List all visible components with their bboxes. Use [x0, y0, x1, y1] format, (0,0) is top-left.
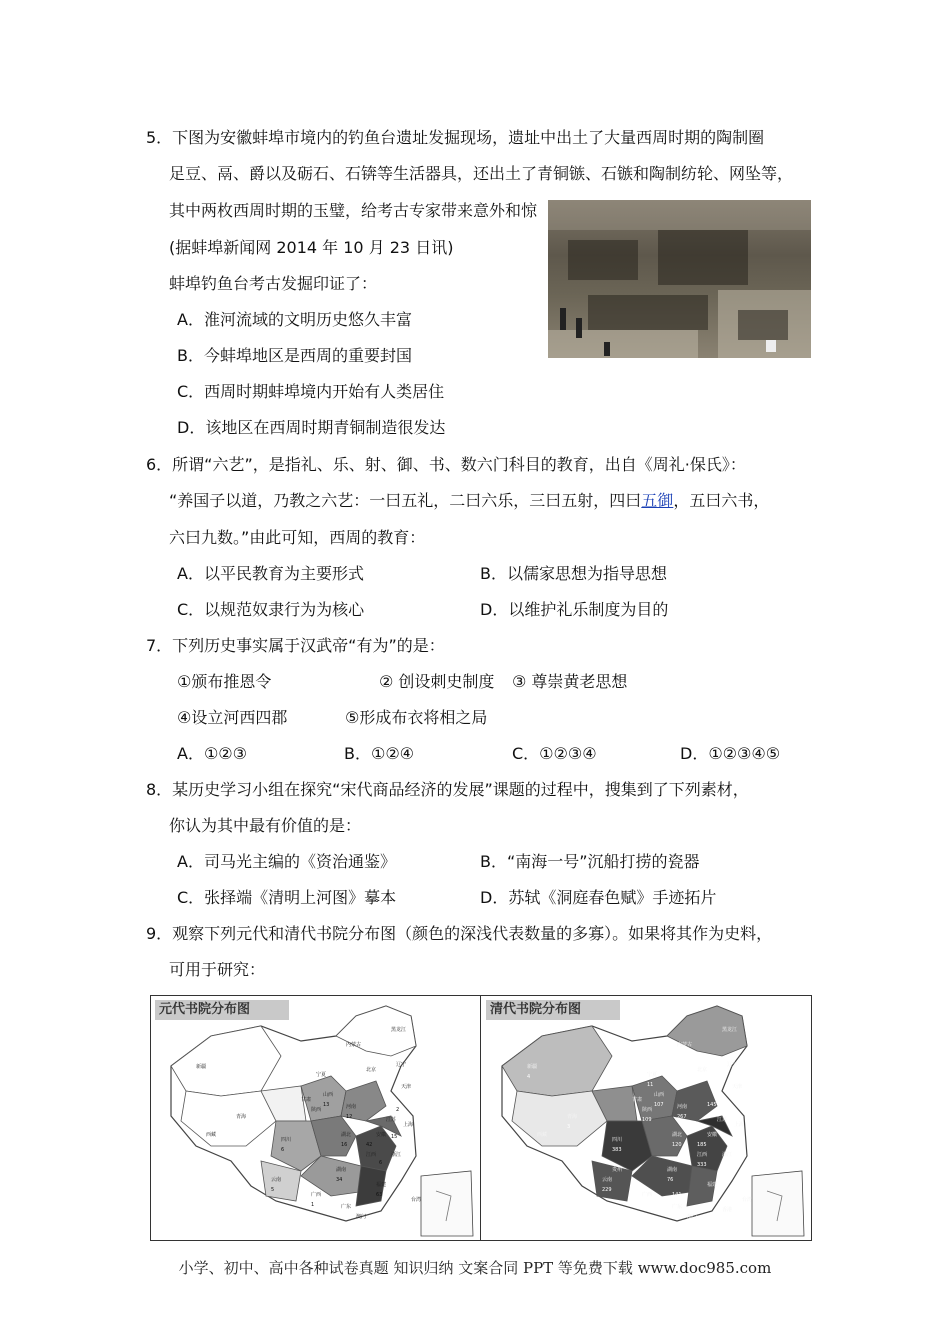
q6-stem-line2 — [169, 490, 769, 512]
map-label: 76 — [667, 1177, 674, 1183]
q5-option-d: D．该地区在西周时期青铜制造很发达 — [177, 418, 446, 437]
map-label: 广西 — [642, 1192, 653, 1198]
map-label: 383 — [612, 1147, 622, 1153]
map-label: 6 — [281, 1147, 285, 1153]
map-label: 江苏 — [717, 1117, 728, 1123]
q6-stem-line3: 六曰九数。”由此可知，西周的教育： — [169, 528, 426, 547]
map-label: 湖北 — [341, 1132, 352, 1138]
map-label: 河南 — [346, 1104, 357, 1110]
map-label: 新疆 — [196, 1064, 207, 1070]
q7-option-d: D．①②③④⑤ — [680, 744, 781, 763]
map-label: 浙江 — [391, 1152, 402, 1158]
map-label: 115 — [732, 1094, 742, 1100]
map-label: 辽宁 — [396, 1062, 407, 1068]
map-label: 湖南 — [336, 1167, 347, 1173]
map-label: 甘肃 — [632, 1097, 643, 1103]
map-label: 贵州 — [612, 1167, 623, 1173]
map-label: 267 — [677, 1114, 687, 1120]
map-label: 台湾 — [411, 1197, 422, 1203]
map-label: 山西 — [323, 1092, 334, 1098]
map-label: 上海 — [734, 1122, 745, 1128]
map-label: 4 — [527, 1074, 531, 1080]
map-label: 湖南 — [667, 1167, 678, 1173]
yuan-map-panel — [151, 996, 480, 1240]
map-label: 107 — [654, 1102, 664, 1108]
map-label: 澳门 — [356, 1214, 367, 1220]
map-label: 广东 — [672, 1204, 683, 1210]
map-label: 陕西 — [311, 1107, 322, 1113]
q5-stem-line3: 其中两枚西周时期的玉璧，给考古专家带来意外和惊 — [169, 201, 538, 220]
map-label: 11 — [647, 1082, 654, 1088]
map-label: 5 — [271, 1187, 275, 1193]
map-label: 香港 — [722, 1207, 733, 1213]
map-label: 141 — [672, 1192, 682, 1198]
map-label: 42 — [366, 1142, 373, 1148]
q7-item-2: ② 创设刺史制度 — [379, 672, 495, 691]
map-label: 云南 — [602, 1177, 613, 1183]
map-label: 内蒙古 — [677, 1042, 693, 1048]
q6-option-c: C．以规范奴隶行为为核心 — [177, 600, 365, 619]
map-label: 黑龙江 — [722, 1027, 738, 1033]
q6-stem-line1: 6．所谓“六艺”，是指礼、乐、射、御、书、数六门科目的教育，出自《周礼·保氏》： — [146, 455, 746, 474]
q9-stem-line2: 可用于研究： — [169, 960, 266, 979]
map-label: 广东 — [341, 1204, 352, 1210]
map-label: 13 — [323, 1102, 330, 1108]
q5-option-c: C．西周时期蚌埠境内开始有人类居住 — [177, 382, 445, 401]
map-label: 天津 — [401, 1084, 412, 1090]
qing-map-panel — [482, 996, 811, 1240]
q7-item-1: ①颁布推恩令 — [177, 672, 272, 691]
map-label: 广西 — [311, 1192, 322, 1198]
map-label: 北京 — [697, 1067, 708, 1073]
map-label: 34 — [336, 1177, 343, 1183]
maps-divider — [480, 996, 481, 1240]
map-label: 西藏 — [206, 1132, 217, 1138]
map-label: 1 — [311, 1202, 315, 1208]
map-label: 天津 — [732, 1084, 743, 1090]
map-label: 四川 — [281, 1137, 292, 1143]
q7-option-a: A．①②③ — [177, 744, 247, 763]
map-label: 北京 — [366, 1067, 377, 1073]
map-label: 澳门 — [687, 1214, 698, 1220]
q8-option-a: A．司马光主编的《资治通鉴》 — [177, 852, 396, 871]
map-label: 宁夏 — [647, 1072, 658, 1078]
map-label: 江西 — [697, 1152, 708, 1158]
q6-quote-post: ，五曰六书， — [673, 491, 770, 510]
map-label: 上海 — [403, 1122, 414, 1128]
map-label: 宁夏 — [316, 1072, 327, 1078]
q7-stem: 7．下列历史事实属于汉武帝“有为”的是： — [146, 636, 445, 655]
q8-option-b: B．“南海一号”沉船打捞的瓷器 — [480, 852, 700, 871]
q7-option-c: C．①②③④ — [512, 744, 597, 763]
map-label: 120 — [672, 1142, 682, 1148]
map-label: 辽宁 — [727, 1062, 738, 1068]
map-label: 109 — [642, 1117, 652, 1123]
map-label: 145 — [707, 1102, 717, 1108]
q5-source-note: (据蚌埠新闻网 2014 年 10 月 23 日讯) — [169, 238, 454, 257]
q7-item-3: ③ 尊崇黄老思想 — [512, 672, 628, 691]
map-label: 6 — [379, 1160, 383, 1166]
map-label: 36 — [724, 1217, 731, 1223]
map-label: 安徽 — [707, 1132, 718, 1138]
q5-option-a: A．淮河流域的文明历史悠久丰富 — [177, 310, 412, 329]
q7-item-5: ⑤形成布衣将相之局 — [345, 708, 488, 727]
map-label: 黑龙江 — [391, 1027, 407, 1033]
map-label: 安徽 — [376, 1132, 387, 1138]
q5-stem-line2: 足豆、鬲、爵以及砺石、石锛等生活器具，还出土了青铜镞、石镞和陶制纺轮、网坠等， — [169, 164, 794, 183]
map-label: 16 — [341, 1142, 348, 1148]
map-label: 山西 — [654, 1092, 665, 1098]
map-label: 12 — [346, 1114, 353, 1120]
q8-option-d: D．苏轼《洞庭春色赋》手迹拓片 — [480, 888, 717, 907]
map-label: 江苏 — [386, 1117, 397, 1123]
q7-option-b: B．①②④ — [344, 744, 415, 763]
q9-stem-line1: 9．观察下列元代和清代书院分布图（颜色的深浅代表数量的多寡）。如果将其作为史料， — [146, 924, 773, 943]
map-label: 229 — [602, 1187, 612, 1193]
map-label: 333 — [697, 1162, 707, 1168]
qing-map-title: 清代书院分布图 — [486, 1000, 620, 1020]
q5-option-b: B．今蚌埠地区是西周的重要封国 — [177, 346, 412, 365]
map-label: 台湾 — [742, 1197, 753, 1203]
map-label: 甘肃 — [301, 1097, 312, 1103]
q6-option-b: B．以儒家思想为指导思想 — [480, 564, 667, 583]
map-label: 26 — [737, 1207, 744, 1213]
map-label: 9 — [642, 1202, 646, 1208]
map-label: 陕西 — [642, 1107, 653, 1113]
map-label: 新疆 — [527, 1064, 538, 1070]
map-label: 福建 — [376, 1182, 387, 1188]
map-label: 湖北 — [672, 1132, 683, 1138]
q6-option-a: A．以平民教育为主要形式 — [177, 564, 364, 583]
academy-distribution-maps — [150, 995, 812, 1241]
yuan-map-title: 元代书院分布图 — [155, 1000, 289, 1020]
yuan-china-map — [151, 996, 480, 1240]
map-label: 2 — [396, 1107, 400, 1113]
q8-stem-line2: 你认为其中最有价值的是： — [169, 816, 362, 835]
map-label: 青海 — [567, 1114, 578, 1120]
map-label: 185 — [697, 1142, 707, 1148]
map-label: 青海 — [236, 1114, 247, 1120]
qing-china-map — [482, 996, 811, 1240]
q8-option-c: C．张择端《清明上河图》摹本 — [177, 888, 397, 907]
map-label: 3 — [567, 1124, 571, 1130]
wuyu-link[interactable]: 五御 — [641, 491, 674, 510]
map-label: 63 — [376, 1192, 383, 1198]
map-label: 福建 — [707, 1182, 718, 1188]
q6-option-d: D．以维护礼乐制度为目的 — [480, 600, 669, 619]
q5-stem-line1: 5．下图为安徽蚌埠市境内的钓鱼台遗址发掘现场，遗址中出土了大量西周时期的陶制圈 — [146, 128, 765, 147]
q7-item-4: ④设立河西四郡 — [177, 708, 288, 727]
page-footer: 小学、初中、高中各种试卷真题 知识归纳 文案合同 PPT 等免费下载 www.doc985.com — [178, 1259, 772, 1277]
q8-stem-line1: 8．某历史学习小组在探究“宋代商品经济的发展”课题的过程中，搜集到了下列素材， — [146, 780, 749, 799]
excavation-photo — [548, 200, 811, 358]
map-label: 浙江 — [722, 1152, 733, 1158]
map-label: 四川 — [612, 1137, 623, 1143]
map-label: 河南 — [677, 1104, 688, 1110]
q5-question: 蚌埠钓鱼台考古发掘印证了： — [169, 274, 378, 293]
map-label: 江西 — [366, 1152, 377, 1158]
map-label: 西藏 — [537, 1132, 548, 1138]
map-label: 内蒙古 — [346, 1042, 362, 1048]
q6-quote-pre: “养国子以道，乃教之六艺：一曰五礼，二曰六乐，三曰五射，四曰 — [169, 491, 642, 510]
map-label: 云南 — [271, 1177, 282, 1183]
map-label: 15 — [391, 1134, 398, 1140]
